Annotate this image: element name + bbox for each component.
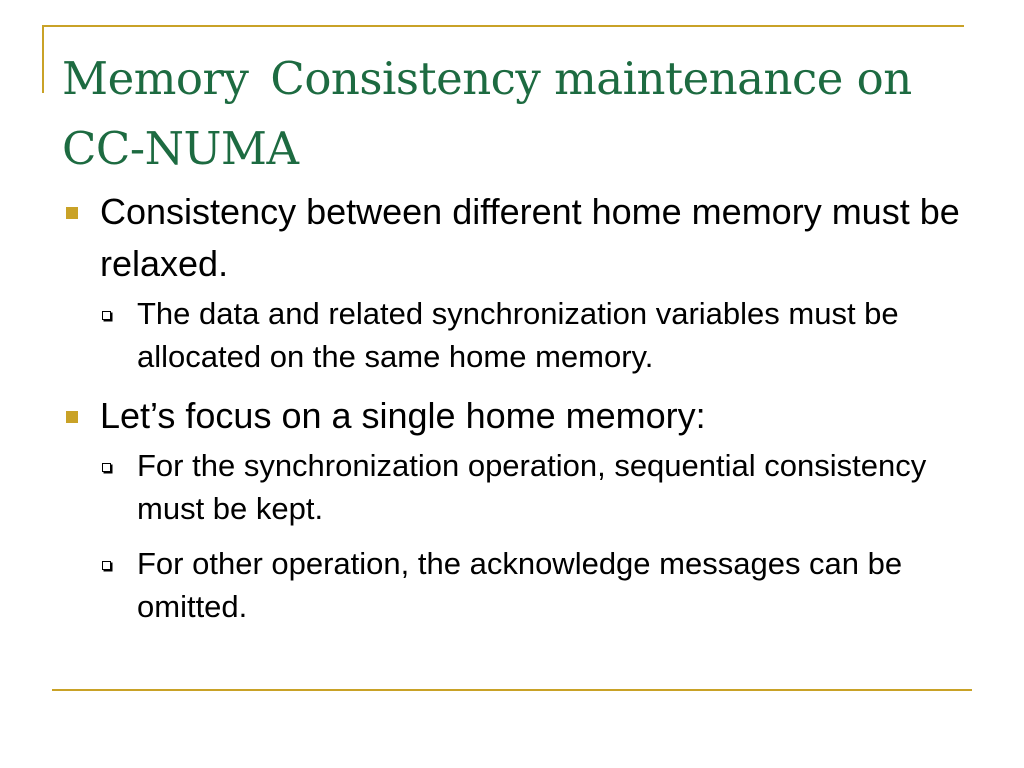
bullet-text: Let’s focus on a single home memory: [100,395,706,436]
filled-square-bullet-icon [66,411,78,423]
hollow-square-bullet-icon [102,561,111,570]
sub-bullet-item [100,444,972,530]
bullet-item [62,390,972,628]
bullet-text: Consistency between different home memory must be relaxed. [100,191,960,284]
frame-top-rule [42,25,964,27]
frame-bottom-rule [52,689,972,691]
sub-bullet-item [100,542,972,628]
sub-bullet-item [100,292,972,378]
sub-bullet-list [100,292,972,378]
sub-bullet-text: For the synchronization operation, sequential consistency must be kept. [137,448,927,526]
frame-left-rule [42,25,44,93]
title-part-1: Memory [62,52,249,105]
sub-bullet-text: The data and related synchronization variables must be allocated on the same home memory. [137,296,899,374]
bullet-item [62,186,972,378]
sub-bullet-text: For other operation, the acknowledge messages can be omitted. [137,546,903,624]
hollow-square-bullet-icon [102,463,111,472]
slide-title [62,44,982,184]
title-part-2: Consistency maintenance on CC-NUMA [62,52,912,175]
filled-square-bullet-icon [66,207,78,219]
hollow-square-bullet-icon [102,311,111,320]
bullet-list [62,186,972,640]
sub-bullet-list [100,444,972,628]
